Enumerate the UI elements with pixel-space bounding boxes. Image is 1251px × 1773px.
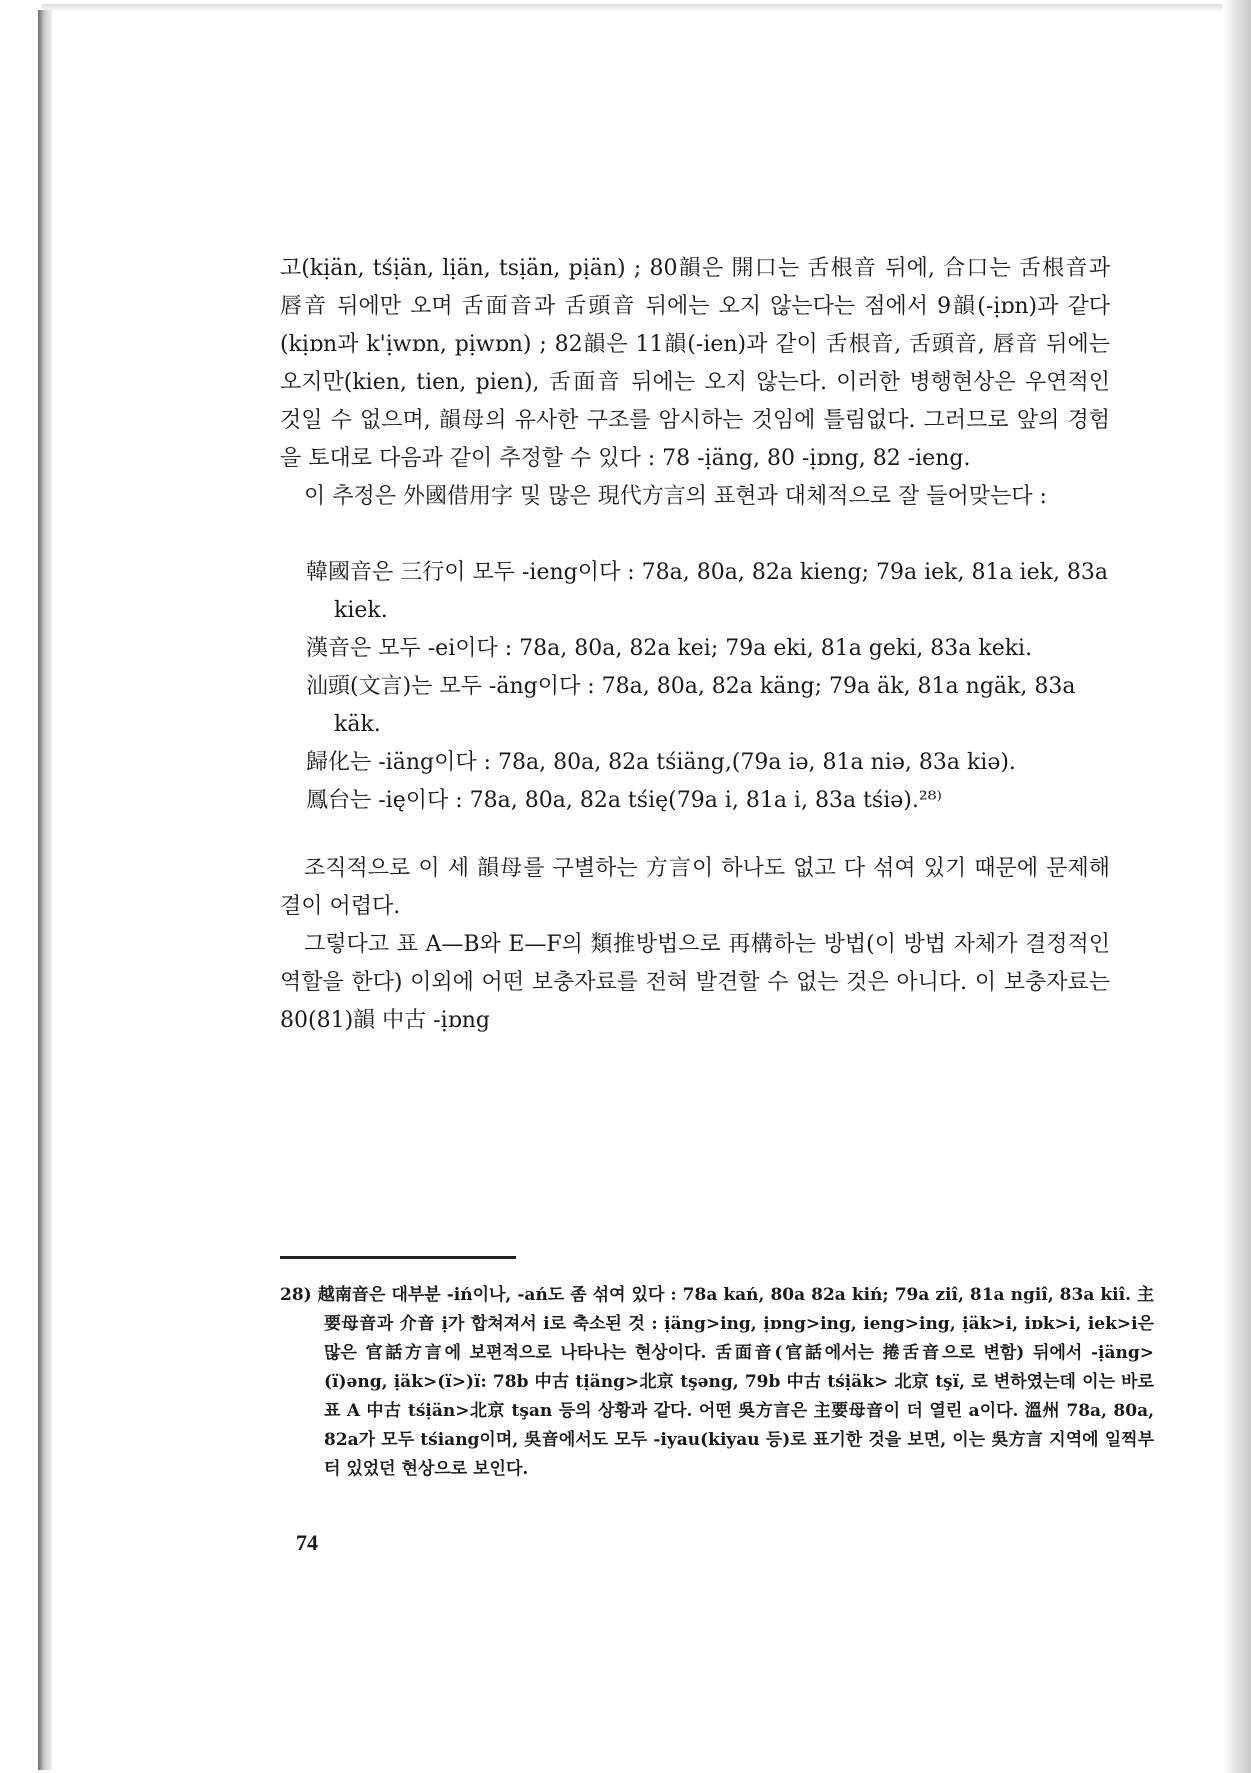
book-spine-edge <box>38 10 52 1770</box>
paragraph: 고(kịän, tśịän, lịän, tsịän, pịän) ; 80韻은 開口는 舌根音 뒤에, 合口는 舌根音과 唇音 뒤에만 오며 舌面音과 舌頭音 뒤에는 오지 않는다는 점에서 9韻(-ịɒn)과 같다(kịɒn과 k'ịwɒn, pịwɒn) ; 82韻은 11韻(-ien)과 같이 舌根音, 舌頭音, 唇音 뒤에는 오지만(kien, tien, pien), 舌面音 뒤에는 오지 않는다. 이러한 병행현상은 우연적인 것일 수 없으며, 韻母의 유사한 구조를 암시하는 것임에 틀림없다. 그러므로 앞의 경험을 토대로 다음과 같이 추정할 수 있다 : 78 -ịäng, 80 -ịɒng, 82 -ieng. <box>280 256 1110 471</box>
dialect-item: 韓國音은 三行이 모두 -ieng이다 : 78a, 80a, 82a kieng; 79a iek, 81a iek, 83a kiek. <box>306 560 1109 623</box>
paragraph: 그렇다고 표 A—B와 E—F의 類推방법으로 再構하는 방법(이 방법 자체가 결정적인 역할을 한다) 이외에 어떤 보충자료를 전혀 발견할 수 없는 것은 아니다. 이 보충자료는 80(81)韻 中古 -ịɒng <box>280 932 1110 1033</box>
footnote-rule <box>280 1256 516 1259</box>
right-page-shadow <box>1223 0 1251 1773</box>
dialect-item: 歸化는 -iäng이다 : 78a, 80a, 82a tśiäng,(79a iə, 81a niə, 83a kiə). <box>306 750 1016 775</box>
page-top-edge <box>42 4 1222 12</box>
footnote: 28) 越南音은 대부분 -iń이나, -ań도 좀 섞여 있다 : 78a kań, 80a 82a kiń; 79a ziî, 81a ngiî, 83a kiî. 主要母音과 介音 ị가 합쳐져서 i로 축소된 것 : ịäng>ing, ịɒng>ing, ieng>ing, ịäk>i, iɒk>i, iek>i은 많은 官話方言에 보편적으로 나타나는 현상이다. 舌面音(官話에서는 捲舌音으로 변함) 뒤에서 -ịäng>(ï)əng, ịäk>(ï>)ï: 78b 中古 tịäng>北京 tşəng, 79b 中古 tśịäk> 北京 tşï, 로 변하였는데 이는 바로 표 A 中古 tśịän>北京 tşan 등의 상황과 같다. 어떤 吳方言은 主要母音이 더 열린 a이다. 溫州 78a, 80a, 82a가 모두 tśiang이며, 吳音에서도 모두 -iyau(kiyau 등)로 표기한 것을 보면, 이는 吳方言 지역에 일찍부터 있었던 현상으로 보인다. <box>280 1285 1154 1479</box>
paragraph: 조직적으로 이 세 韻母를 구별하는 方言이 하나도 없고 다 섞여 있기 때문에 문제해결이 어렵다. <box>280 856 1110 919</box>
dialect-list <box>306 554 1110 820</box>
dialect-item: 漢音은 모두 -ei이다 : 78a, 80a, 82a kei; 79a eki, 81a geki, 83a keki. <box>306 636 1033 661</box>
page-number: 74 <box>296 1530 318 1555</box>
body-text <box>280 250 1110 1040</box>
dialect-item: 汕頭(文言)는 모두 -äng이다 : 78a, 80a, 82a käng; 79a äk, 81a ngäk, 83a käk. <box>306 674 1076 737</box>
dialect-item: 鳳台는 -ię이다 : 78a, 80a, 82a tśię(79a i, 81a i, 83a tśiə).²⁸⁾ <box>306 788 942 813</box>
paragraph: 이 추정은 外國借用字 및 많은 現代方言의 표현과 대체적으로 잘 들어맞는다 : <box>304 484 1047 509</box>
